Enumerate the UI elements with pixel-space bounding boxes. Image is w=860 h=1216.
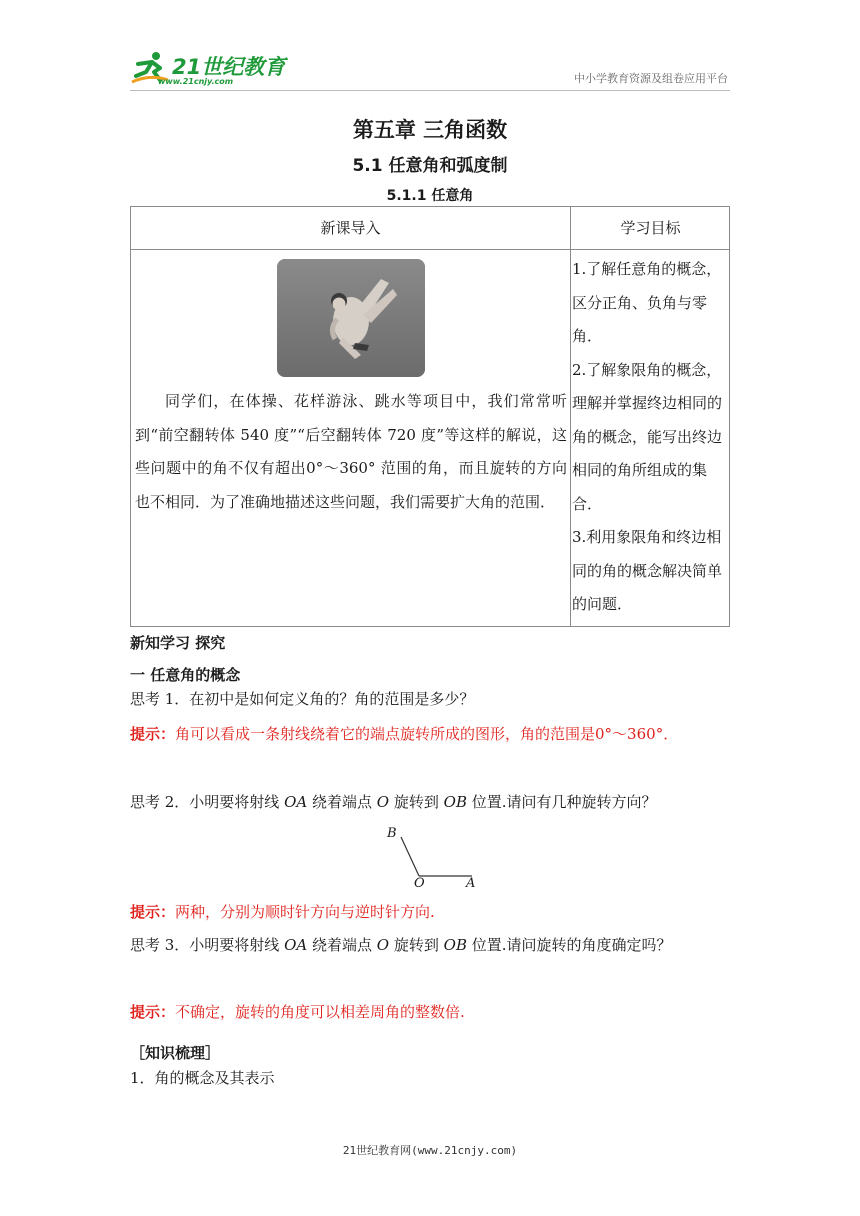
think-2-part: 思考 2．小明要将射线 [130,793,285,811]
logo-url: www.21cnjy.com [158,77,234,86]
hint-label: 提示： [130,725,176,743]
section-heading-explore: 新知学习 探究 [130,634,226,652]
point-o: O [376,793,390,811]
knowledge-item-1: 1．角的概念及其表示 [130,1069,275,1087]
intro-paragraph: 同学们，在体操、花样游泳、跳水等项目中，我们常常听到“前空翻转体 540 度”“后空翻转体 720 度”等这样的解说，这些问题中的角不仅有超出0°～360° 范围的角，而且旋转的方向也不相同．为了准确地描述这些问题，我们需要扩大角的范围． [135,392,567,511]
label-a: A [466,876,476,891]
platform-label: 中小学教育资源及组卷应用平台 [574,72,728,85]
think-3-part: 位置.请问旋转的角度确定吗？ [466,936,672,954]
chapter-title: 第五章 三角函数 [352,118,508,142]
ray-oa: OA [284,793,308,811]
diver-photo [277,259,425,377]
goal-item: 3.利用象限角和终边相同的角的概念解决简单的问题． [572,528,723,613]
table-header-divider [131,249,729,250]
think-1: 思考 1．在初中是如何定义角的？角的范围是多少？ [130,690,475,708]
intro-text [135,385,567,519]
think-2-part: 位置.请问有几种旋转方向？ [466,793,657,811]
hint-2 [130,896,730,929]
footer: 21世纪教育网(www.21cnjy.com) [342,1144,518,1157]
think-2-part: 绕着端点 [307,793,377,811]
logo-text: 21世纪教育 [172,55,286,79]
goals-list [572,253,730,622]
label-o: O [414,876,425,891]
think-3-part: 思考 3．小明要将射线 [130,936,285,954]
diver-image-icon [277,259,425,377]
ray-ob: OB [443,936,467,954]
logo [130,50,290,90]
hint-3 [130,996,730,1029]
hint-3-text: 不确定，旋转的角度可以相差周角的整数倍. [175,1003,465,1021]
header-divider [130,90,730,91]
think-3-part: 旋转到 [389,936,444,954]
hint-1-text: 角可以看成一条射线绕着它的端点旋转所成的图形，角的范围是0°～360°． [175,725,679,743]
point-o: O [376,936,390,954]
label-b: B [387,826,397,841]
lesson-table [130,206,730,627]
think-3 [130,929,730,962]
think-3-part: 绕着端点 [307,936,377,954]
table-column-divider [570,207,571,626]
ray-ob: OB [443,793,467,811]
subsection-title: 5.1.1 任意角 [386,188,474,204]
goal-item: 2.了解象限角的概念，理解并掌握终边相同的角的概念，能写出终边相同的角所组成的集合． [572,360,723,513]
section-heading-concept: 一 任意角的概念 [130,666,241,684]
table-header-intro: 新课导入 [320,219,381,237]
knowledge-heading: ［知识梳理］ [130,1044,221,1062]
hint-1 [130,718,730,751]
think-2-part: 旋转到 [389,793,444,811]
think-2 [130,786,730,819]
goal-item: 1.了解任意角的概念，区分正角、负角与零角． [572,260,722,345]
table-header-goals: 学习目标 [620,219,681,237]
hint-2-text: 两种，分别为顺时针方向与逆时针方向. [175,903,435,921]
hint-label: 提示： [130,903,176,921]
angle-figure [380,822,490,894]
hint-label: 提示： [130,1003,176,1021]
ray-oa: OA [284,936,308,954]
section-title: 5.1 任意角和弧度制 [352,156,508,176]
